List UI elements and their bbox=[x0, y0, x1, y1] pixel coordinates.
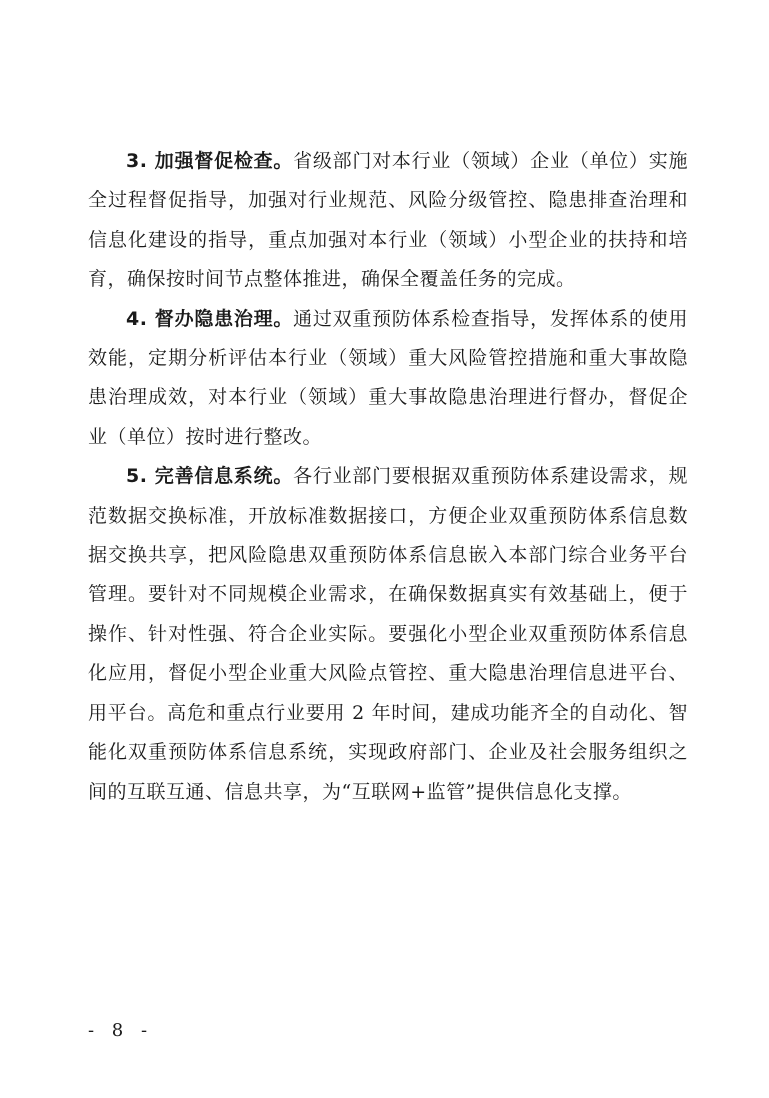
paragraph-heading: 5. 完善信息系统。 bbox=[126, 465, 294, 488]
paragraph-body: 省级部门对本行业（领域）企业（单位）实施全过程督促指导，加强对行业规范、风险分级管控、隐患排查治理和信息化建设的指导，重点加强对本行业（领域）小型企业的扶持和培育，确保按时间节点整体推进，确保全覆盖任务的完成。 bbox=[88, 150, 688, 291]
paragraph-supervision bbox=[88, 142, 688, 300]
paragraph-body: 通过双重预防体系检查指导，发挥体系的使用效能，定期分析评估本行业（领域）重大风险管控措施和重大事故隐患治理成效，对本行业（领域）重大事故隐患治理进行督办，督促企业（单位）按时进行整改。 bbox=[88, 307, 688, 448]
paragraph-heading: 3. 加强督促检查。 bbox=[126, 150, 294, 172]
page-number: - 8 - bbox=[88, 1020, 154, 1041]
paragraph-body: 各行业部门要根据双重预防体系建设需求，规范数据交换标准，开放标准数据接口，方便企业双重预防体系信息数据交换共享，把风险隐患双重预防体系信息嵌入本部门综合业务平台管理。要针对不同规模企业需求，在确保数据真实有效基础上，便于操作、针对性强、符合企业实际。要强化小型企业双重预防体系信息化应用，督促小型企业重大风险点管控、重大隐患治理信息进平台、用平台。高危和重点行业要用 2 年时间，建成功能齐全的自动化、智能化双重预防体系信息系统，实现政府部门、企业及社会服务组织之间的互联互通、信息共享，为“互联网+监管”提供信息化支撑。 bbox=[88, 465, 688, 803]
paragraph-hazard-governance bbox=[88, 300, 688, 458]
body-text bbox=[88, 142, 688, 812]
paragraph-heading: 4. 督办隐患治理。 bbox=[126, 307, 294, 330]
paragraph-information-system bbox=[88, 457, 688, 812]
